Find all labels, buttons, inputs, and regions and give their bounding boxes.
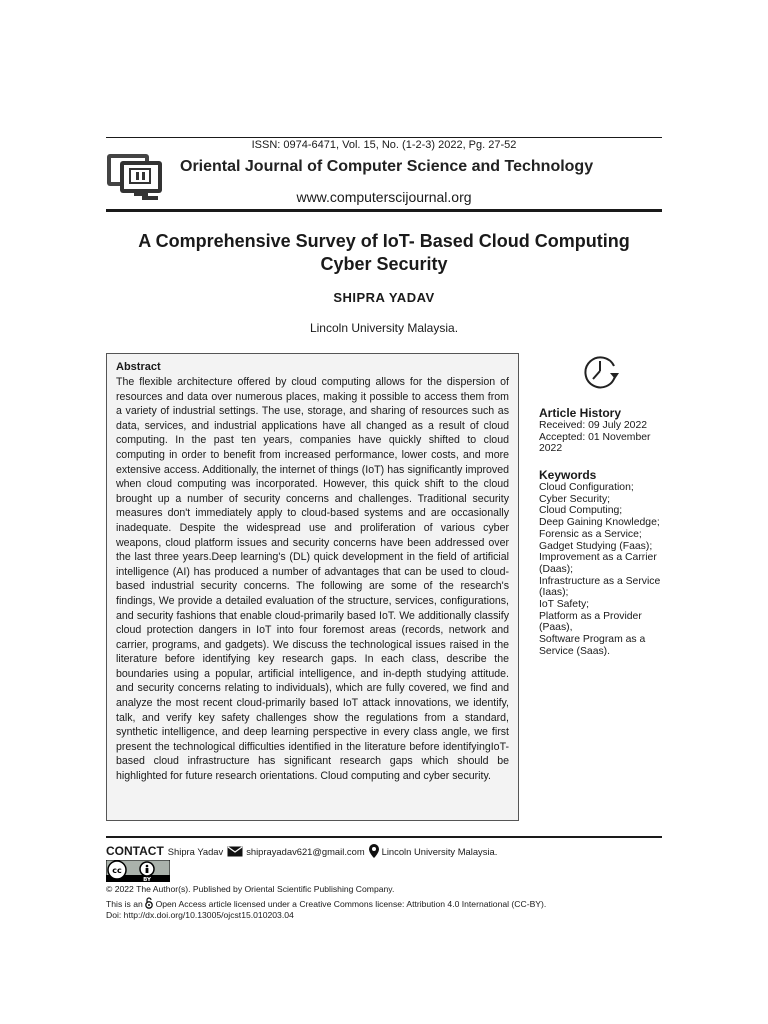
article-history-heading: Article History [539, 406, 622, 420]
article-title-line-2: Cyber Security [320, 254, 448, 274]
open-access-lock-icon [145, 897, 153, 909]
keyword-item: Platform as a Provider (Paas), [539, 610, 642, 634]
keywords-heading: Keywords [539, 468, 597, 482]
keyword-item: Deep Gaining Knowledge; [539, 517, 660, 529]
copyright-line: © 2022 The Author(s). Published by Oriental Scientific Publishing Company. [106, 884, 395, 894]
issn-line: ISSN: 0974-6471, Vol. 15, No. (1-2-3) 2022, Pg. 27-52 [251, 139, 517, 151]
journal-url: www.computerscijournal.org [296, 189, 472, 205]
contact-label: CONTACT [106, 844, 164, 858]
contact-location: Lincoln University Malaysia. [381, 845, 498, 857]
footer-top-rule [106, 836, 662, 838]
keyword-item: Cloud Computing; [539, 505, 623, 517]
keyword-item: Cyber Security; [539, 493, 611, 505]
contact-line [106, 844, 497, 858]
clock-refresh-icon [581, 352, 621, 397]
envelope-icon [227, 846, 243, 857]
svg-text:cc: cc [112, 866, 122, 875]
license-prefix: This is an [106, 899, 143, 909]
keyword-item: Cloud Configuration; [539, 482, 634, 493]
location-pin-icon [369, 844, 379, 858]
article-title [106, 230, 662, 276]
contact-name: Shipra Yadav [167, 845, 224, 857]
keyword-item: Forensic as a Service; [539, 528, 642, 540]
journal-name: Oriental Journal of Computer Science and Technology [180, 158, 594, 175]
author-name: SHIPRA YADAV [333, 290, 435, 305]
keyword-item: IoT Safety; [539, 599, 590, 611]
abstract-box [106, 353, 519, 821]
author-affiliation: Lincoln University Malaysia. [309, 321, 459, 335]
article-history [539, 406, 669, 455]
creative-commons-badge-icon[interactable] [106, 860, 170, 887]
abstract-heading: Abstract [116, 361, 161, 373]
article-title-line-1: A Comprehensive Survey of IoT- Based Cloud Computing [138, 231, 630, 251]
header-top-rule [106, 137, 662, 138]
keyword-item: Improvement as a Carrier (Daas); [539, 552, 657, 575]
header-bottom-rule [106, 209, 662, 212]
license-text: Open Access article licensed under a Creative Commons license: Attribution 4.0 International (CC-BY). [155, 899, 547, 909]
keyword-item: Infrastructure as a Service (Iaas); [539, 575, 661, 599]
doi-line[interactable]: Doi: http://dx.doi.org/10.13005/ojcst15.010203.04 [106, 910, 294, 920]
accepted-date: Accepted: 01 November 2022 [539, 431, 651, 455]
keywords-section [539, 468, 669, 658]
keyword-item: Software Program as a Service (Saas). [539, 634, 646, 657]
contact-email[interactable]: shiprayadav621@gmail.com [246, 845, 365, 857]
cc-by-label: BY [143, 876, 151, 882]
received-date: Received: 09 July 2022 [539, 420, 648, 431]
license-line [106, 897, 546, 909]
abstract-text: The flexible architecture offered by cloud computing allows for the dispersion of resources and data over numerous places, making it possible to access them from a variety of industrial settings. The use, storage, and sharing of resources such as data, services, and industrial applications have all changed as a result of cloud computing. In the past ten years, companies have quickly shifted to cloud computing in order to benefit from increased performance, lower costs, and more extensive access. Additionally, the internet of things (IoT) has significantly improved when cloud computing was incorporated. However, this quick shift to the cloud brought up a number of security concerns and challenges. Traditional security measures don't immediately apply to cloud-based systems and are occasionally inadequate. Despite the widespread use and proliferation of various cyber weapons, cloud platform issues and security concerns have been addressed over the last three years.Deep learning's (DL) quick development in the field of artificial intelligence (AI) has produced a number of advantages that can be used to cloud-based industrial security concerns. The following are some of the research's findings, We provide a detailed evaluation of the structure, services, configurations, and security fashions that enable cloud-primarily based IoT. We additionally classify cloud protection dangers in IoT into four foremost areas (records, network and carrier, programs, and gadgets). We discuss the technological issues raised in the literature before identifying key research gaps. In each class, describe the boundaries using a popular, artificial intelligence, and in-depth studying attitude. and security concerns relating to individuals), which are fully covered, we find and analyze the most recent cloud-primarily based IoT attack innovations, we identify, talk, and verify key safety challenges show the regulations from a standard, synthetic intelligence, and deep learning perspective in every class angle, we first present the technological difficulties identified in the literature before identifyingIoT-based cloud infrastructure has significant research gaps which should be highlighted for future research orientations. Cloud computing and cyber security. [116, 376, 509, 783]
keyword-item: Gadget Studying (Faas); [539, 540, 653, 552]
